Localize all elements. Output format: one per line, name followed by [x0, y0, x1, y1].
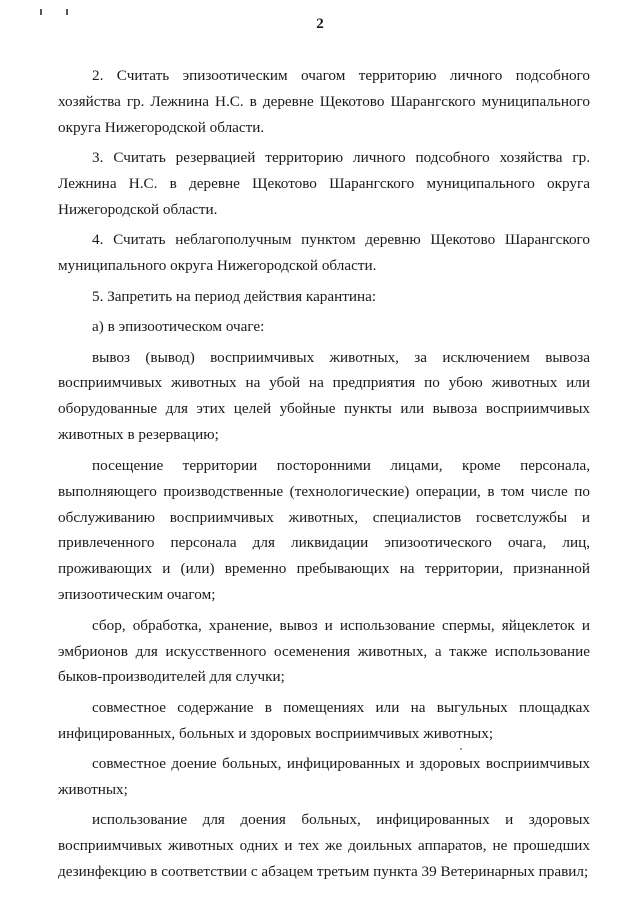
- paragraph-subitem-a: а) в эпизоотическом очаге:: [92, 318, 265, 336]
- paragraph-item-4: 4. Считать неблагополучным пунктом деревню Щекотово Шарангского муниципального округа Нижегородской области.: [58, 231, 590, 275]
- paragraph-item-2: 2. Считать эпизоотическим очагом территорию личного подсобного хозяйства гр. Лежнина Н.С. в деревне Щекотово Шарангского муниципального округа Нижегородской области.: [58, 67, 590, 136]
- paragraph-item-3: 3. Считать резервацией территорию личного подсобного хозяйства гр. Лежнина Н.С. в деревне Щекотово Шарангского муниципального округа Нижегородской области.: [58, 149, 590, 219]
- paragraph-ban-semen: сбор, обработка, хранение, вывоз и использование спермы, яйцеклеток и эмбрионов для искусственного осеменения животных, а также использование быков-производителей для случки;: [58, 616, 590, 686]
- paragraph-item-5: 5. Запретить на период действия карантина:: [92, 287, 377, 305]
- paragraph-ban-joint-keeping: совместное содержание в помещениях или на выгульных площадках инфицированных, больных и здоровых восприимчивых животных;: [58, 698, 590, 742]
- paragraph-ban-joint-milking: совместное доение больных, инфицированных и здоровых восприимчивых животных;: [58, 755, 590, 799]
- paragraph-ban-removal: вывоз (вывод) восприимчивых животных, за исключением вывоза восприимчивых животных на убой на предприятия по убою животных или оборудованные для этих целей убойные пункты или вывоза восприимчивых животных в резервацию;: [58, 348, 590, 444]
- scan-artifact-mark: [40, 9, 42, 15]
- scan-artifact-mark: [66, 9, 68, 15]
- paragraph-ban-visits: посещение территории посторонними лицами, кроме персонала, выполняющего производственные (технологические) операции, в том числе по обслуживанию восприимчивых животных, специалистов госветслужбы и привлеченного персонала для ликвидации эпизоотического очага, лиц, проживающих и (или) временно пребывающих на территории, признанной эпизоотическим очагом;: [58, 456, 590, 604]
- page-number: 2: [316, 16, 324, 32]
- paragraph-ban-milking-equipment: использование для доения больных, инфицированных и здоровых восприимчивых животных одних и тех же доильных аппаратов, не прошедших дезинфекцию в соответствии с абзацем третьим пункта 39 Ветеринарных правил;: [58, 811, 590, 881]
- document-body: [58, 63, 590, 890]
